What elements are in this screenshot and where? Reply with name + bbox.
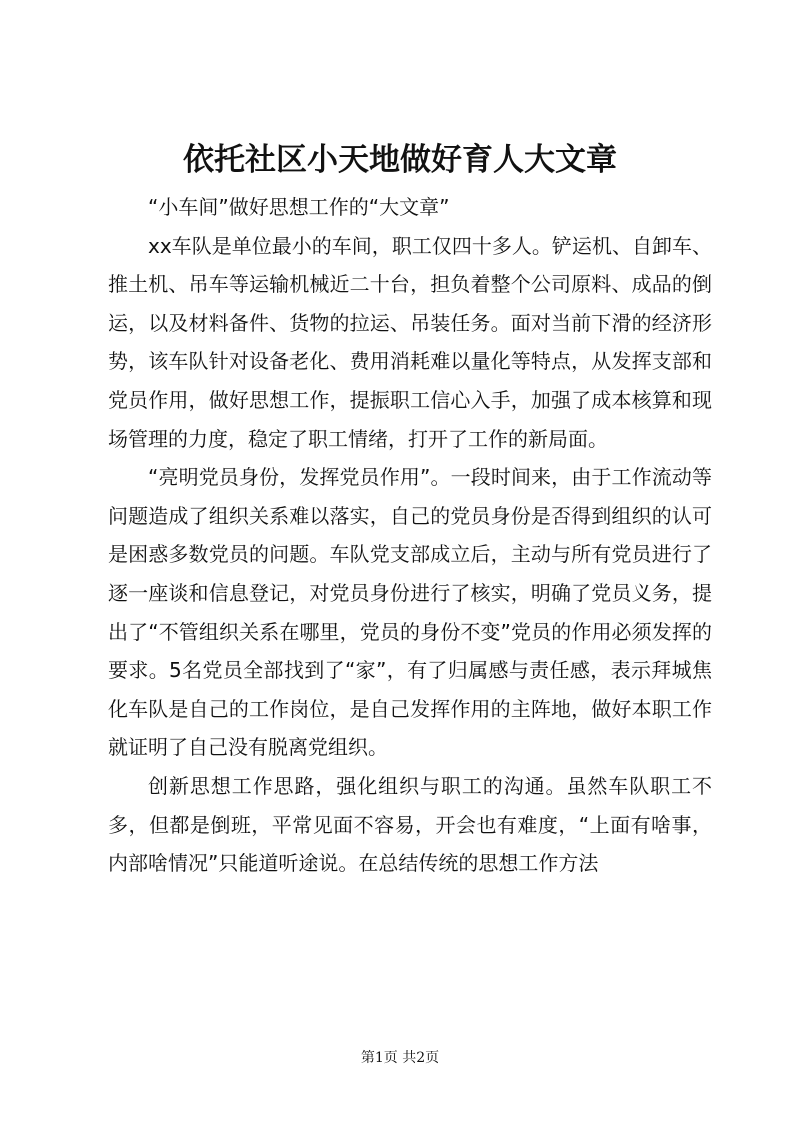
document-subtitle: “小车间”做好思想工作的“大文章” — [148, 195, 450, 219]
paragraph-2: “亮明党员身份，发挥党员作用”。一段时间来，由于工作流动等问题造成了组织关系难以落实，自己的党员身份是否得到组织的认可是困惑多数党员的问题。车队党支部成立后，主动与所有党员进行了逐一座谈和信息登记，对党员身份进行了核实，明确了党员义务，提出了“不管组织关系在哪里，党员的身份不变”党员的作用必须发挥的要求。5名党员全部找到了“家”，有了归属感与责任感，表示拜城焦化车队是自己的工作岗位，是自己发挥作用的主阵地，做好本职工作就证明了自己没有脱离党组织。 — [108, 465, 712, 760]
paragraph-3: 创新思想工作思路，强化组织与职工的沟通。虽然车队职工不多，但都是倒班，平常见面不容易，开会也有难度，“上面有啥事，内部啥情况”只能道听途说。在总结传统的思想工作方法 — [108, 773, 712, 876]
document-body — [108, 188, 712, 883]
page-footer: 第1页 共2页 — [360, 1050, 440, 1066]
paragraph-1: xx车队是单位最小的车间，职工仅四十多人。铲运机、自卸车、推土机、吊车等运输机械近二十台，担负着整个公司原料、成品的倒运，以及材料备件、货物的拉运、吊装任务。面对当前下滑的经济形势，该车队针对设备老化、费用消耗难以量化等特点，从发挥支部和党员作用，做好思想工作，提振职工信心入手，加强了成本核算和现场管理的力度，稳定了职工情绪，打开了工作的新局面。 — [108, 233, 712, 451]
document-title: 依托社区小天地做好育人大文章 — [183, 142, 617, 178]
